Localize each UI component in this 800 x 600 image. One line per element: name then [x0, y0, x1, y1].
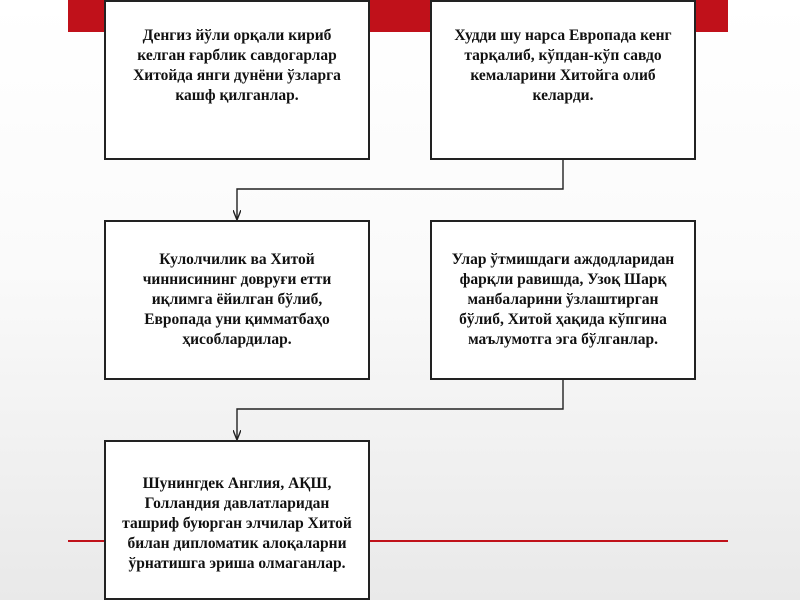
flow-box-1-text: Денгиз йўли орқали кириб келган ғарблик савдогарлар Хитойда янги дунёни ўзларга кашф қилганлар.: [133, 27, 341, 104]
flow-box-4: [430, 220, 696, 380]
connector-box4-to-box5: [237, 380, 563, 439]
connector-box2-to-box3: [237, 160, 563, 219]
flow-box-2-text: Худди шу нарса Европада кенг тарқалиб, кўпдан-кўп савдо кемаларини Хитойга олиб келарди.: [454, 27, 672, 104]
flow-box-4-text: Улар ўтмишдаги аждодларидан фарқли равишда, Узоқ Шарқ манбаларини ўзлаштирган бўлиб, Хитой ҳақида кўпгина маълумотга эга бўлганлар.: [451, 251, 675, 348]
flow-box-5-text: Шунингдек Англия, АҚШ, Голландия давлатларидан ташриф буюрган элчилар Хитой билан дипломатик алоқаларни ўрнатишга эриша олмаганлар.: [122, 475, 352, 572]
flow-box-1: [104, 0, 370, 160]
flow-box-2: [430, 0, 696, 160]
flow-box-3-text: Кулолчилик ва Хитой чиннисининг довруғи етти иқлимга ёйилган бўлиб, Европада уни қимматбаҳо ҳисоблардилар.: [142, 251, 332, 348]
flow-box-5: [104, 440, 370, 600]
flow-box-3: [104, 220, 370, 380]
